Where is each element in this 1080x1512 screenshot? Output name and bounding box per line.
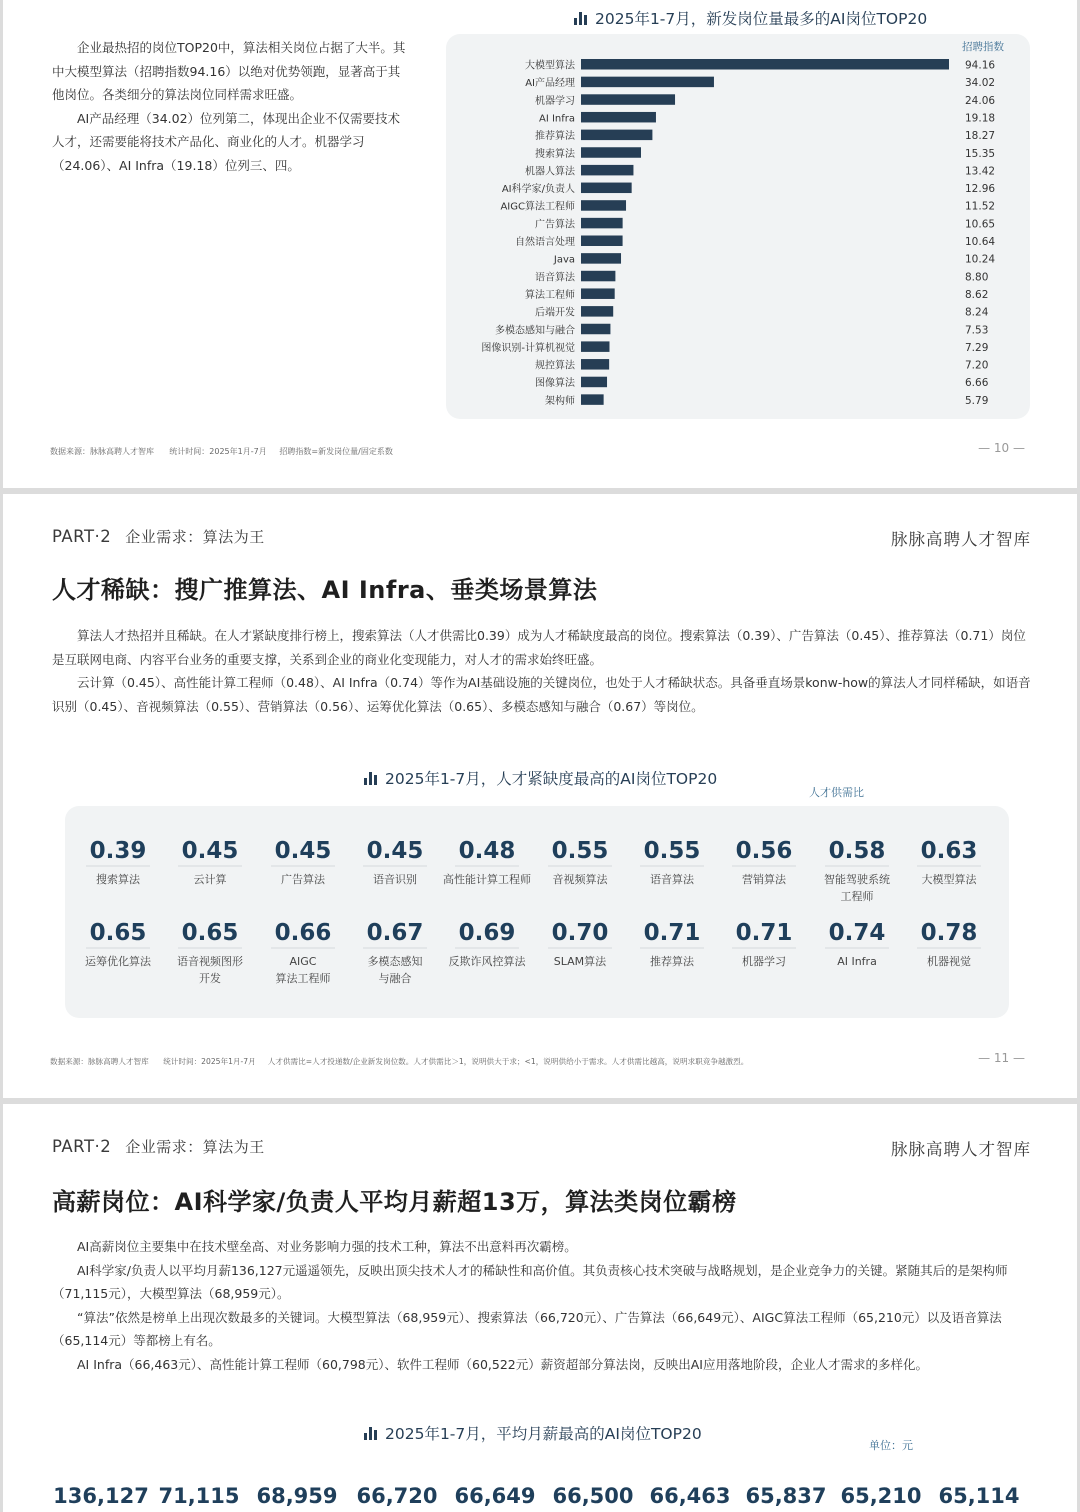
role-label — [441, 871, 533, 888]
shortage-item — [441, 838, 533, 888]
role-label-line: 广告算法 — [281, 873, 325, 886]
bar — [581, 359, 609, 370]
value-label: 13.42 — [965, 165, 996, 178]
ratio-value: 0.56 — [732, 838, 797, 867]
role-label — [349, 953, 441, 987]
role-label — [718, 953, 810, 970]
category-label: 自然语言处理 — [515, 237, 575, 248]
value-header: 招聘指数 — [962, 41, 1004, 53]
category-label: AI Infra — [538, 113, 575, 125]
role-label — [441, 953, 533, 970]
unit-label: 单位：元 — [869, 1439, 913, 1452]
value-label: 7.20 — [965, 359, 989, 372]
value-label: 8.62 — [965, 288, 989, 301]
role-label-line: 运筹优化算法 — [85, 955, 151, 968]
role-label — [718, 871, 810, 888]
ratio-value: 0.65 — [86, 920, 151, 949]
salary-value: 66,649 — [454, 1484, 536, 1508]
paragraph: AI科学家/负责人以平均月薪136,127元遥遥领先，反映出顶尖技术人才的稀缺性和高价值。其负责核心技术突破与战略规划，是企业竞争力的关键。紧随其后的是架构师（71,115元），大模型算法（68,959元）。 — [52, 1262, 1008, 1301]
paragraph: AI高薪岗位主要集中在技术壁垒高、对业务影响力强的技术工种，算法不出意料再次霸榜。 — [77, 1239, 577, 1254]
bar — [581, 236, 623, 247]
shortage-item — [811, 838, 903, 905]
bar — [581, 271, 615, 282]
brand-name: 脉脉高聘人才智库 — [891, 530, 1031, 549]
page-number: — 11 — — [978, 1051, 1025, 1065]
role-label — [257, 953, 349, 987]
bar — [581, 218, 623, 229]
bar — [581, 147, 641, 158]
salary-value: 66,720 — [356, 1484, 438, 1508]
footer-period: 统计时间：2025年1月-7月 — [169, 447, 267, 456]
page11-text — [52, 624, 1032, 718]
shortage-item — [257, 920, 349, 987]
ratio-value: 0.71 — [732, 920, 797, 949]
ratio-value: 0.67 — [363, 920, 428, 949]
ratio-value: 0.78 — [917, 920, 982, 949]
category-label: 机器学习 — [535, 95, 575, 107]
page12-text — [52, 1235, 1034, 1376]
part-number: PART·2 — [52, 527, 112, 546]
category-label: 广告算法 — [535, 219, 575, 231]
ratio-value: 0.74 — [825, 920, 890, 949]
report-page-12 — [3, 1104, 1077, 1512]
chart-title — [364, 1422, 702, 1444]
value-label: 18.27 — [965, 130, 996, 143]
shortage-item — [903, 838, 995, 888]
role-label-line: 语音视频图形 — [177, 955, 243, 968]
salary-value: 66,463 — [649, 1484, 731, 1508]
bar — [581, 112, 656, 123]
salary-value: 136,127 — [53, 1484, 149, 1508]
value-label: 10.65 — [965, 218, 996, 231]
metric-label: 人才供需比 — [809, 786, 864, 799]
chart-title — [364, 767, 717, 789]
salary-value: 65,837 — [745, 1484, 827, 1508]
shortage-item — [626, 920, 718, 970]
value-label: 11.52 — [965, 200, 996, 213]
value-label: 12.96 — [965, 183, 996, 196]
page-heading: 高薪岗位：AI科学家/负责人平均月薪超13万，算法类岗位霸榜 — [52, 1188, 737, 1216]
shortage-item — [72, 920, 164, 970]
shortage-item — [164, 920, 256, 987]
ratio-value: 0.71 — [640, 920, 705, 949]
value-label: 19.18 — [965, 112, 996, 125]
role-label-line: 云计算 — [193, 873, 227, 886]
role-label — [626, 871, 718, 888]
role-label-line: 与融合 — [378, 972, 412, 985]
category-label: AI科学家/负责人 — [501, 184, 575, 196]
bar — [581, 306, 613, 317]
role-label-line: 机器视觉 — [927, 955, 971, 968]
value-label: 34.02 — [965, 77, 996, 90]
role-label-line: 工程师 — [840, 890, 874, 903]
role-label — [534, 871, 626, 888]
page10-footer — [50, 446, 393, 457]
category-label: 机器人算法 — [525, 166, 575, 178]
role-label-line: 大模型算法 — [921, 873, 977, 886]
shortage-item — [164, 838, 256, 888]
paragraph: AI产品经理（34.02）位列第二，体现出企业不仅需要技术人才，还需要能将技术产品化、商业化的人才。机器学习（24.06）、AI Infra（19.18）位列三、四。 — [52, 110, 401, 173]
bar — [581, 77, 714, 88]
role-label-line: 智能驾驶系统 — [824, 873, 890, 886]
shortage-item — [718, 838, 810, 888]
ratio-value: 0.65 — [178, 920, 243, 949]
report-page-10 — [3, 0, 1077, 488]
bar — [581, 394, 604, 405]
role-label — [164, 953, 256, 987]
value-label: 94.16 — [965, 59, 996, 72]
chart-title-text: 2025年1-7月，新发岗位量最多的AI岗位TOP20 — [595, 10, 928, 28]
role-label — [903, 871, 995, 888]
category-label: 规控算法 — [535, 360, 575, 372]
shortage-item — [257, 838, 349, 888]
bar — [581, 341, 609, 352]
salary-value: 65,114 — [938, 1484, 1020, 1508]
category-label: 语音算法 — [535, 272, 575, 284]
value-label: 8.80 — [965, 271, 989, 284]
role-label-line: AIGC — [289, 955, 317, 968]
bar — [581, 94, 675, 105]
bar-chart-panel — [446, 34, 1030, 419]
part-label — [52, 1136, 265, 1157]
role-label-line: 开发 — [199, 972, 221, 985]
page-number: — 10 — — [978, 441, 1025, 455]
category-label: 搜索算法 — [535, 148, 575, 160]
role-label-line: 语音算法 — [650, 873, 694, 886]
shortage-item — [534, 838, 626, 888]
role-label-line: 搜索算法 — [96, 873, 140, 886]
shortage-item — [349, 920, 441, 987]
page11-footer — [50, 1056, 748, 1067]
bar — [581, 165, 633, 176]
ratio-value: 0.39 — [86, 838, 151, 867]
bar — [581, 183, 632, 194]
role-label-line: 推荐算法 — [650, 955, 694, 968]
category-label: 图像算法 — [535, 378, 575, 390]
shortage-item — [811, 920, 903, 970]
shortage-item — [534, 920, 626, 970]
bar — [581, 130, 652, 141]
value-label: 8.24 — [965, 306, 989, 319]
page10-text — [52, 36, 408, 177]
category-label: AIGC算法工程师 — [500, 201, 575, 213]
shortage-panel — [65, 806, 1009, 1018]
role-label — [534, 953, 626, 970]
footer-period: 统计时间：2025年1月-7月 — [163, 1057, 256, 1066]
value-label: 7.29 — [965, 341, 989, 354]
category-label: 后端开发 — [535, 307, 575, 319]
part-subtitle: 企业需求：算法为王 — [125, 1138, 265, 1156]
chart-title — [574, 7, 927, 29]
role-label-line: 营销算法 — [742, 873, 786, 886]
role-label — [349, 871, 441, 888]
bar — [581, 253, 621, 264]
bar — [581, 59, 949, 70]
part-number: PART·2 — [52, 1137, 112, 1156]
shortage-item — [441, 920, 533, 970]
brand-name: 脉脉高聘人才智库 — [891, 1140, 1031, 1159]
role-label — [903, 953, 995, 970]
category-label: Java — [553, 254, 575, 266]
shortage-item — [626, 838, 718, 888]
footer-source: 数据来源：脉脉高聘人才智库 — [50, 1057, 149, 1066]
ratio-value: 0.55 — [548, 838, 613, 867]
role-label — [811, 953, 903, 970]
role-label — [164, 871, 256, 888]
bar-chart-icon — [574, 12, 587, 25]
ratio-value: 0.45 — [271, 838, 336, 867]
ratio-value: 0.63 — [917, 838, 982, 867]
role-label — [811, 871, 903, 905]
ratio-value: 0.66 — [271, 920, 336, 949]
bar — [581, 200, 626, 211]
role-label-line: 反欺诈风控算法 — [448, 955, 526, 968]
category-label: 算法工程师 — [525, 289, 575, 301]
role-label-line: SLAM算法 — [553, 955, 607, 968]
bar-chart-icon — [364, 772, 377, 785]
ratio-value: 0.48 — [455, 838, 520, 867]
role-label-line: 多模态感知 — [367, 955, 423, 968]
paragraph: AI Infra（66,463元）、高性能计算工程师（60,798元）、软件工程师（60,522元）薪资超部分算法岗，反映出AI应用落地阶段，企业人才需求的多样化。 — [77, 1356, 928, 1372]
paragraph: 算法人才热招并且稀缺。在人才紧缺度排行榜上，搜索算法（人才供需比0.39）成为人才稀缺度最高的岗位。搜索算法（0.39）、广告算法（0.45）、推荐算法（0.71）岗位是互联网电商、内容平台业务的重要支撑，关系到企业的商业化变现能力，对人才的需求始终旺盛。 — [52, 628, 1026, 667]
salary-value: 68,959 — [256, 1484, 338, 1508]
page-heading: 人才稀缺：搜广推算法、AI Infra、垂类场景算法 — [52, 576, 598, 604]
value-label: 7.53 — [965, 324, 989, 337]
role-label-line: 高性能计算工程师 — [443, 873, 531, 886]
chart-title-text: 2025年1-7月，人才紧缺度最高的AI岗位TOP20 — [385, 770, 718, 788]
ratio-value: 0.58 — [825, 838, 890, 867]
category-label: 图像识别-计算机视觉 — [481, 342, 575, 354]
role-label — [626, 953, 718, 970]
part-label — [52, 526, 265, 547]
bar-chart-icon — [364, 1427, 377, 1440]
part-subtitle: 企业需求：算法为王 — [125, 528, 265, 546]
ratio-value: 0.70 — [548, 920, 613, 949]
bar — [581, 377, 607, 388]
value-label: 10.64 — [965, 236, 996, 248]
footer-note: 招聘指数=新发岗位量/固定系数 — [279, 447, 393, 456]
value-label: 5.79 — [965, 394, 989, 407]
salary-value: 71,115 — [158, 1484, 240, 1508]
report-page-11 — [3, 494, 1077, 1098]
category-label: 推荐算法 — [535, 131, 575, 143]
shortage-item — [349, 838, 441, 888]
shortage-item — [903, 920, 995, 970]
salary-value: 66,500 — [552, 1484, 634, 1508]
category-label: AI产品经理 — [525, 78, 575, 90]
ratio-value: 0.45 — [363, 838, 428, 867]
shortage-item — [718, 920, 810, 970]
role-label-line: 音视频算法 — [552, 873, 608, 886]
category-label: 多模态感知与融合 — [495, 325, 575, 337]
role-label-line: 语音识别 — [373, 873, 417, 886]
role-label-line: AI Infra — [837, 955, 877, 968]
paragraph: 云计算（0.45）、高性能计算工程师（0.48）、AI Infra（0.74）等作为AI基础设施的关键岗位，也处于人才稀缺状态。具备垂直场景konw-how的算法人才同样稀缺，如语音识别（0.45）、音视频算法（0.55）、营销算法（0.56）、运筹优化算法（0.65）、多模态感知与融合（0.67）等岗位。 — [52, 675, 1031, 714]
footer-source: 数据来源：脉脉高聘人才智库 — [50, 447, 154, 456]
ratio-value: 0.45 — [178, 838, 243, 867]
value-label: 15.35 — [965, 147, 996, 160]
role-label-line: 算法工程师 — [275, 972, 331, 985]
role-label — [72, 953, 164, 970]
ratio-value: 0.55 — [640, 838, 705, 867]
paragraph: “算法”依然是榜单上出现次数最多的关键词。大模型算法（68,959元）、搜索算法（66,720元）、广告算法（66,649元）、AIGC算法工程师（65,210元）以及语音算法（65,114元）等都榜上有名。 — [52, 1309, 1002, 1348]
chart-title-text: 2025年1-7月，平均月薪最高的AI岗位TOP20 — [385, 1425, 702, 1443]
category-label: 大模型算法 — [525, 60, 575, 72]
salary-value: 65,210 — [840, 1484, 922, 1508]
shortage-item — [72, 838, 164, 888]
value-label: 6.66 — [965, 377, 989, 390]
role-label — [72, 871, 164, 888]
bar — [581, 288, 615, 299]
value-label: 24.06 — [965, 94, 996, 107]
role-label — [257, 871, 349, 888]
footer-note: 人才供需比=人才投递数/企业新发岗位数。人才供需比＞1，说明供大于求；<1，说明供给小于需求。人才供需比越高，说明求职竞争越激烈。 — [267, 1057, 749, 1066]
bar — [581, 324, 610, 335]
category-label: 架构师 — [545, 395, 575, 407]
paragraph: 企业最热招的岗位TOP20中，算法相关岗位占据了大半。其中大模型算法（招聘指数94.16）以绝对优势领跑，显著高于其他岗位。各类细分的算法岗位同样需求旺盛。 — [52, 40, 406, 102]
bar-chart — [446, 34, 1030, 419]
role-label-line: 机器学习 — [742, 955, 786, 968]
value-label: 10.24 — [965, 253, 996, 266]
ratio-value: 0.69 — [455, 920, 520, 949]
